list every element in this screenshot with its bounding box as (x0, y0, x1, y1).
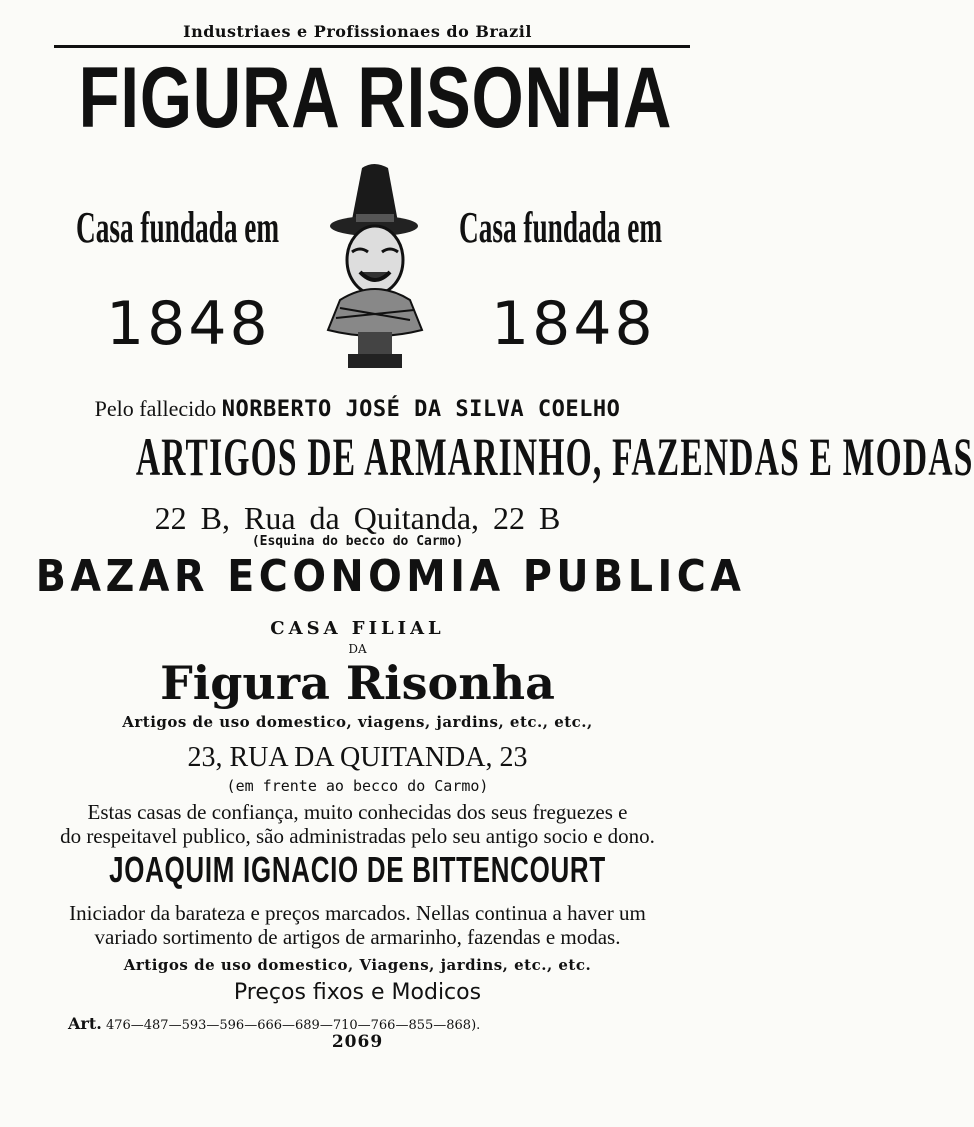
year-right: 1848 (491, 289, 656, 359)
article-numbers (68, 1014, 480, 1033)
year-left: 1848 (106, 289, 271, 359)
address-note: (Esquina do becco do Carmo) (251, 534, 464, 549)
ad-number: 2069 (331, 1032, 384, 1052)
article-list: 476—487—593—596—666—689—710—766—855—868). (105, 1018, 481, 1033)
prices-line: Preços fixos e Modicos (233, 980, 482, 1005)
page-header: Industriaes e Profissionaes do Brazil (183, 22, 532, 41)
paragraph-line-4: variado sortimento de artigos de armarinho, fazendas e modas. (94, 925, 621, 949)
founded-left: Casa fundada em (76, 203, 280, 252)
goods-heading: ARTIGOS DE ARMARINHO, FAZENDAS E MODAS (135, 427, 974, 487)
branch-label: CASA FILIAL (270, 618, 445, 639)
paragraph-line-1: Estas casas de confiança, muito conhecidas dos seus freguezes e (87, 800, 628, 824)
article-label: Art. (68, 1014, 102, 1033)
address-branch: 23, RUA DA QUITANDA, 23 (187, 742, 528, 773)
address-main: 22 B, Rua da Quitanda, 22 B (154, 500, 561, 536)
address-branch-note: (em frente ao becco do Carmo) (226, 777, 489, 795)
paragraph-line-2: do respeitavel publico, são administradas pelo seu antigo socio e dono. (60, 824, 655, 848)
header-rule (54, 45, 690, 48)
founder-prefix: Pelo fallecido (94, 396, 217, 421)
branch-goods: Artigos de uso domestico, viagens, jardins, etc., etc., (122, 713, 593, 731)
founder-line (0, 396, 715, 422)
goods-footer: Artigos de uso domestico, Viagens, jardins, etc., etc. (123, 956, 592, 974)
bazar-heading: BAZAR ECONOMIA PUBLICA (35, 551, 746, 602)
laughing-bust-illustration (310, 160, 440, 380)
branch-name: Figura Risonha (160, 656, 555, 710)
founder-name: NORBERTO JOSÉ DA SILVA COELHO (221, 397, 621, 422)
paragraph-line-3: Iniciador da barateza e preços marcados. Nellas continua a haver um (69, 901, 646, 925)
ad-title: FIGURA RISONHA (78, 50, 673, 146)
owner-name: JOAQUIM IGNACIO DE BITTENCOURT (109, 849, 606, 890)
branch-da: DA (348, 642, 367, 656)
founded-right: Casa fundada em (459, 203, 663, 252)
